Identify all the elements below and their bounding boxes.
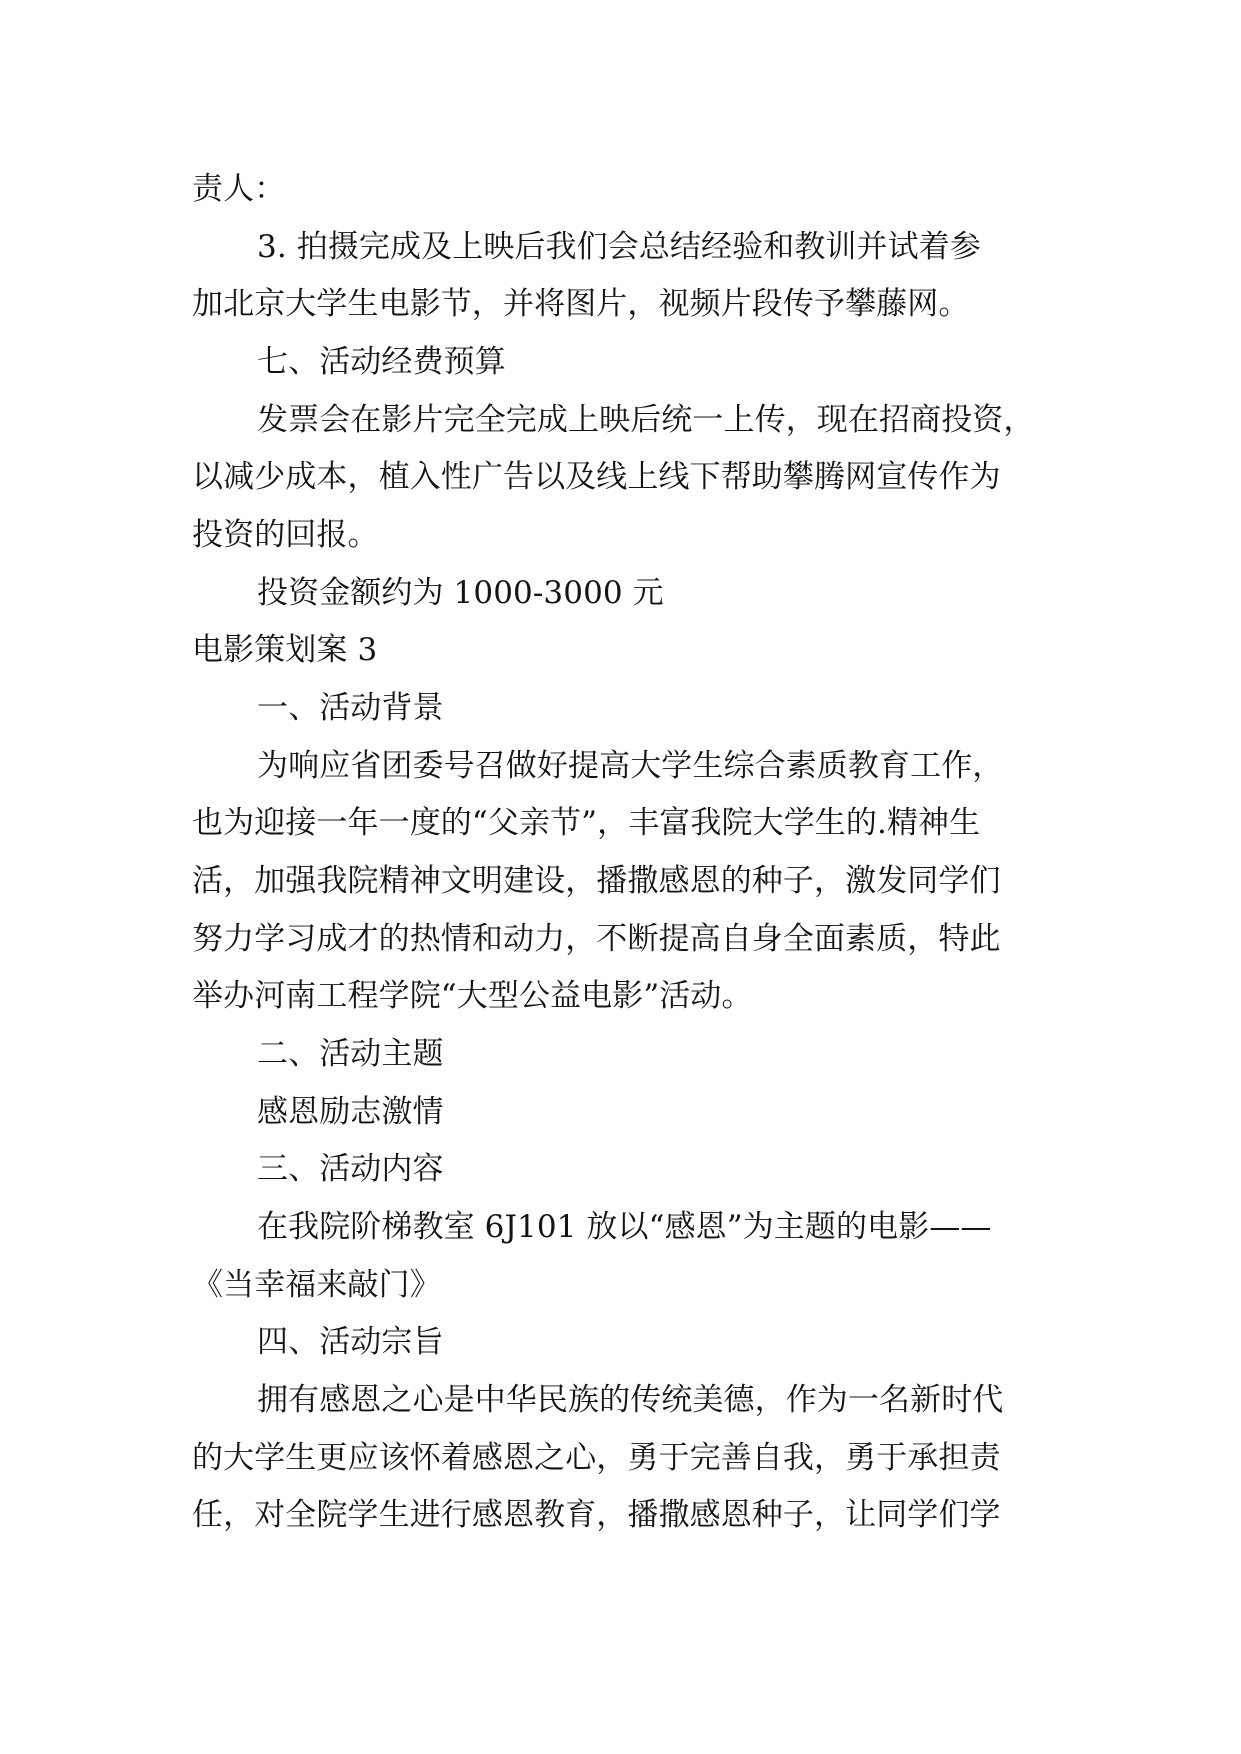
text-line: 为响应省团委号召做好提高大学生综合素质教育工作， xyxy=(257,748,1004,784)
section-heading: 七、活动经费预算 xyxy=(257,344,506,380)
text-line: 投资金额约为 1000-3000 元 xyxy=(257,575,664,611)
section-heading: 二、活动主题 xyxy=(257,1036,444,1072)
text-line: 活，加强我院精神文明建设，播撒感恩的种子，激发同学们 xyxy=(192,863,1001,899)
section-heading: 三、活动内容 xyxy=(257,1151,444,1187)
text-line: 以减少成本，植入性广告以及线上线下帮助攀腾网宣传作为 xyxy=(192,459,1001,495)
text-line: 举办河南工程学院“大型公益电影”活动。 xyxy=(192,978,753,1014)
text-line: 投资的回报。 xyxy=(192,517,379,553)
text-line: 《当幸福来敲门》 xyxy=(192,1267,441,1303)
document-title: 电影策划案 3 xyxy=(192,632,378,668)
text-line: 在我院阶梯教室 6J101 放以“感恩”为主题的电影—— xyxy=(257,1209,992,1245)
text-line: 发票会在影片完全完成上映后统一上传，现在招商投资， xyxy=(257,402,1035,438)
text-line: 感恩励志激情 xyxy=(257,1094,444,1130)
text-line: 拥有感恩之心是中华民族的传统美德，作为一名新时代 xyxy=(257,1382,1004,1418)
text-line: 3. 拍摄完成及上映后我们会总结经验和教训并试着参 xyxy=(257,229,981,265)
text-line: 加北京大学生电影节，并将图片，视频片段传予攀藤网。 xyxy=(192,286,970,322)
section-heading: 一、活动背景 xyxy=(257,690,444,726)
text-line: 的大学生更应该怀着感恩之心，勇于完善自我，勇于承担责 xyxy=(192,1440,1001,1476)
section-heading: 四、活动宗旨 xyxy=(257,1324,444,1360)
text-line: 任，对全院学生进行感恩教育，播撒感恩种子，让同学们学 xyxy=(192,1497,1001,1533)
text-line: 努力学习成才的热情和动力，不断提高自身全面素质，特此 xyxy=(192,921,1001,957)
text-line: 也为迎接一年一度的“父亲节”，丰富我院大学生的.精神生 xyxy=(192,805,981,841)
text-line: 责人： xyxy=(192,171,286,207)
